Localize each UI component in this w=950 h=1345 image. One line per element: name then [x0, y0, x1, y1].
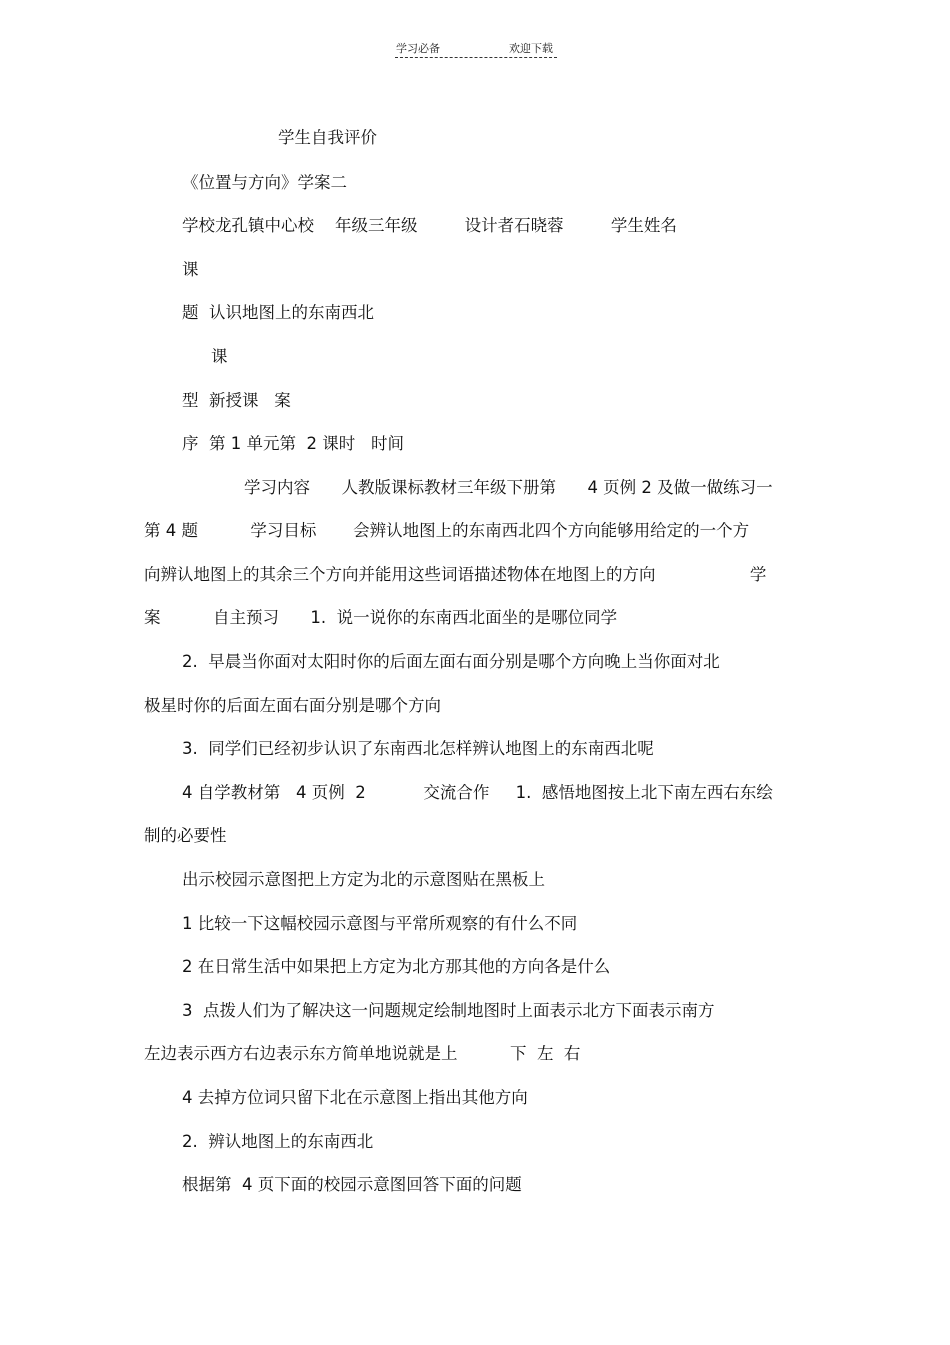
text-line: 课 [182, 260, 199, 279]
preview-line: 案 自主预习 1. 说一说你的东南西北面坐的是哪位同学 [144, 608, 618, 627]
school-info-line: 学校龙孔镇中心校 年级三年级 设计者石晓蓉 学生姓名 [182, 216, 677, 235]
text-line: 出示校园示意图把上方定为北的示意图贴在黑板上 [182, 870, 545, 889]
header-left-text: 学习必备 [396, 42, 440, 55]
question-line-continued: 极星时你的后面左面右面分别是哪个方向 [144, 696, 441, 715]
type-line: 型 新授课 案 [182, 391, 291, 410]
page-header [395, 40, 557, 58]
goal-line: 第 4 题 学习目标 会辨认地图上的东南西北四个方向能够用给定的一个方 [144, 521, 750, 540]
text-line: 3 点拨人们为了解决这一问题规定绘制地图时上面表示北方下面表示南方 [182, 1001, 715, 1020]
section-heading: 2. 辨认地图上的东南西北 [182, 1132, 374, 1151]
text-line: 2 在日常生活中如果把上方定为北方那其他的方向各是什么 [182, 957, 611, 976]
cooperation-line: 4 自学教材第 4 页例 2 交流合作 1. 感悟地图按上北下南左西右东绘 [182, 783, 773, 802]
question-line: 3. 同学们已经初步认识了东南西北怎样辨认地图上的东南西北呢 [182, 739, 654, 758]
doc-title: 学生自我评价 [278, 128, 377, 147]
doc-subtitle: 《位置与方向》学案二 [182, 173, 347, 192]
text-line: 1 比较一下这幅校园示意图与平常所观察的有什么不同 [182, 914, 578, 933]
cooperation-line-continued: 制的必要性 [144, 826, 227, 845]
text-line: 课 [211, 347, 228, 366]
sequence-line: 序 第 1 单元第 2 课时 时间 [182, 434, 404, 453]
text-line: 4 去掉方位词只留下北在示意图上指出其他方向 [182, 1088, 528, 1107]
header-right-text: 欢迎下载 [509, 42, 553, 55]
goal-line-continued: 向辨认地图上的其余三个方向并能用这些词语描述物体在地图上的方向 学 [144, 565, 767, 584]
topic-line: 题 认识地图上的东南西北 [182, 303, 374, 322]
content-line: 学习内容 人教版课标教材三年级下册第 4 页例 2 及做一做练习一 [244, 478, 773, 497]
question-line: 2. 早晨当你面对太阳时你的后面左面右面分别是哪个方向晚上当你面对北 [182, 652, 720, 671]
text-line-continued: 左边表示西方右边表示东方简单地说就是上 下 左 右 [144, 1044, 581, 1063]
text-line: 根据第 4 页下面的校园示意图回答下面的问题 [182, 1175, 522, 1194]
